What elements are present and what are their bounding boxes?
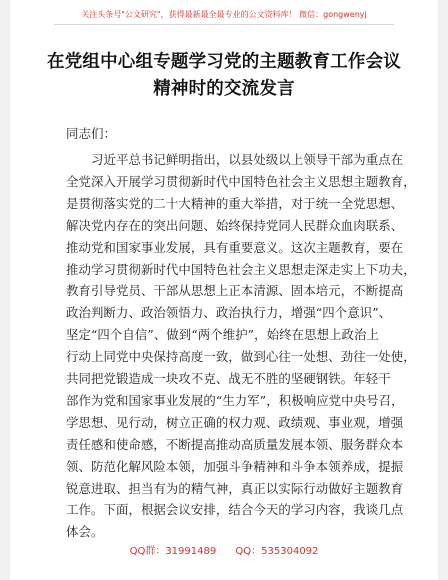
title-line-2: 精神时的交流发言 <box>153 79 295 99</box>
header-divider <box>54 24 394 25</box>
body-line: 锐意进取、担当有为的精气神，真正以实际行动做好主题教育 <box>66 480 404 496</box>
footer-qq-group: QQ群：31991489 <box>129 546 217 557</box>
body-line: 习近平总书记鲜明指出，以县处级以上领导干部为重点在 <box>66 152 404 167</box>
title-line-1: 在党组中心组专题学习党的主题教育工作会议 <box>47 52 401 72</box>
body-line: 坚定“四个自信”、做到“两个维护”，始终在思想上政治上 <box>66 327 380 343</box>
body-line: 责任感和使命感，不断提高推动高质量发展本领、服务群众本 <box>66 436 404 452</box>
footer-contact <box>10 542 438 557</box>
body-line: 全党深入开展学习贯彻新时代中国特色社会主义思想主题教育， <box>66 173 416 189</box>
body-line: 学思想、见行动，树立正确的权力观、政绩观、事业观，增强 <box>66 414 404 430</box>
body-line: 体会。 <box>66 524 104 540</box>
document-title <box>10 49 438 103</box>
document-page <box>10 0 438 580</box>
body-line: 推动党和国家事业发展，具有重要意义。这次主题教育，要在 <box>66 239 404 255</box>
body-line: 领、防范化解风险本领，加强斗争精神和斗争本领养成，提振 <box>66 458 404 474</box>
body-line: 教育引导党员、干部从思想上正本清源、固本培元，不断提高 <box>66 283 404 299</box>
body-line: 工作。下面，根据会议安排，结合今天的学习内容，我谈几点 <box>66 502 404 518</box>
footer-qq: QQ：535304092 <box>235 546 319 557</box>
body-line: 政治判断力、政治领悟力、政治执行力，增强“四个意识”、 <box>66 305 392 321</box>
header-promo-banner: 关注头条号"公文研究"，获得最新最全最专业的公文资料库！ 微信：gongwenyj <box>81 10 367 19</box>
body-line: 推动学习贯彻新时代中国特色社会主义思想走深走实上下功夫， <box>66 261 416 277</box>
body-line: 行动上同党中央保持高度一致，做到心往一处想、劲往一处使， <box>66 349 416 365</box>
body-line: 部作为党和国家事业发展的“生力军”，积极响应党中央号召， <box>66 392 404 408</box>
greeting: 同志们： <box>66 126 117 141</box>
body-line: 共同把党锻造成一块攻不克、战无不胜的坚硬钢铁。年轻干 <box>66 371 391 386</box>
body-line: 解决党内存在的突出问题、始终保持党同人民群众血肉联系、 <box>66 217 404 233</box>
body-line: 是贯彻落实党的二十大精神的重大举措，对于统一全党思想、 <box>66 195 404 211</box>
